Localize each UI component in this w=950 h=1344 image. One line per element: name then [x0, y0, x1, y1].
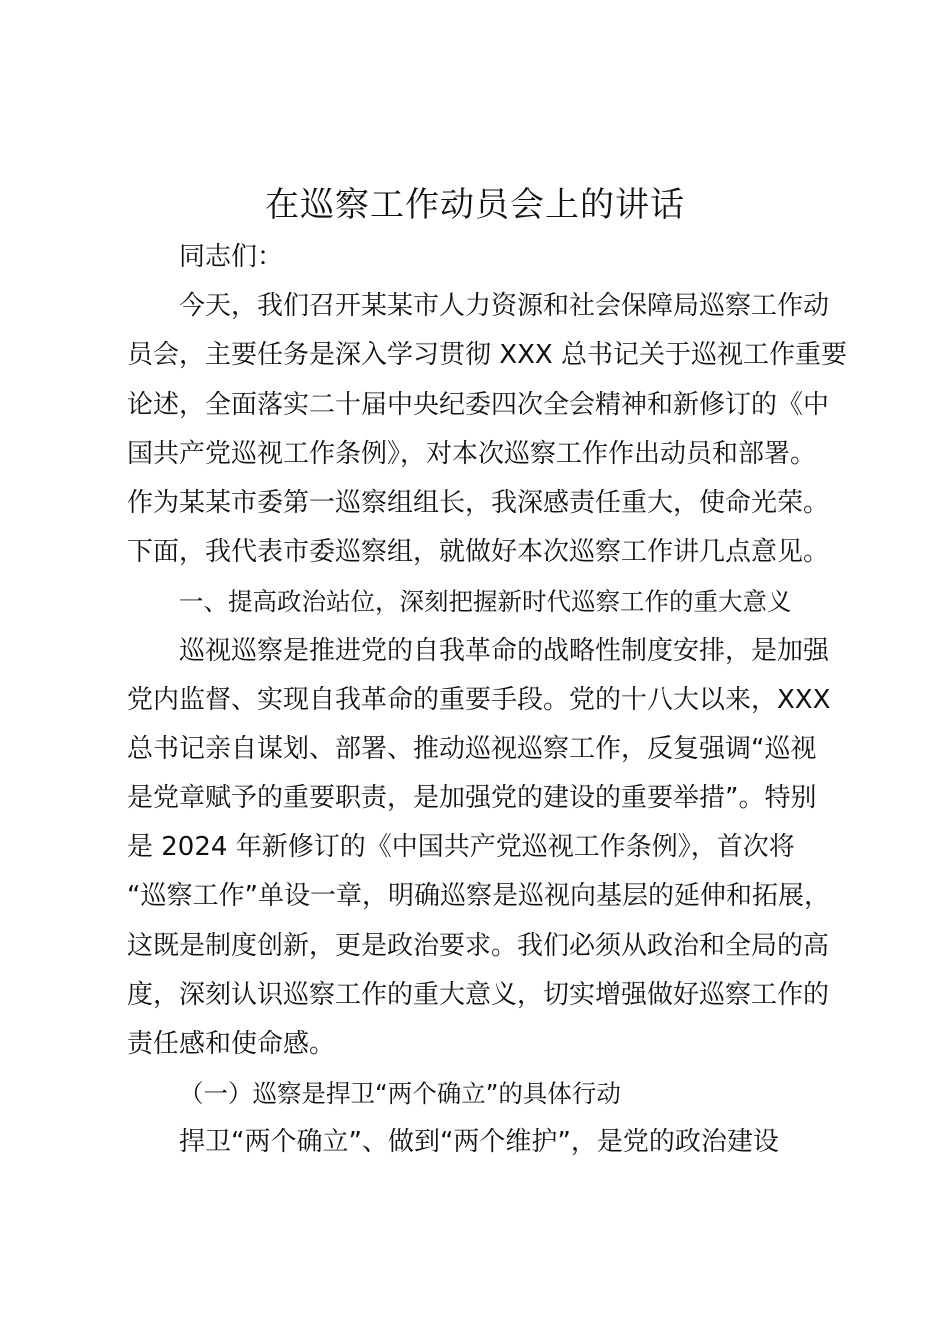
- paragraph-line: 今天，我们召开某某市人力资源和社会保障局巡察工作动: [179, 291, 830, 322]
- document-body: [127, 233, 847, 1168]
- paragraph-line: 党内监督、实现自我革命的重要手段。党的十八大以来，XXX: [127, 684, 831, 715]
- paragraph-line: 员会，主要任务是深入学习贯彻 XXX 总书记关于巡视工作重要: [127, 340, 847, 371]
- paragraph-line: 作为某某市委第一巡察组组长，我深感责任重大，使命光荣。: [127, 487, 830, 518]
- paragraph-line: 度，深刻认识巡察工作的重大意义，切实增强做好巡察工作的: [127, 979, 830, 1010]
- paragraph-line: 总书记亲自谋划、部署、推动巡视巡察工作，反复强调“巡视: [127, 733, 817, 764]
- paragraph-line: 责任感和使命感。: [127, 1029, 336, 1059]
- paragraph-line: 巡视巡察是推进党的自我革命的战略性制度安排，是加强: [179, 635, 830, 666]
- salutation-line: 同志们：: [179, 242, 284, 272]
- paragraph-line: 下面，我代表市委巡察组，就做好本次巡察工作讲几点意见。: [127, 537, 830, 568]
- paragraph-line: 是党章赋予的重要职责，是加强党的建设的重要举措”。特别: [127, 783, 817, 814]
- paragraph-line: 捍卫“两个确立”、做到“两个维护”，是党的政治建设: [179, 1127, 779, 1158]
- paragraph-line: 是 2024 年新修订的《中国共产党巡视工作条例》，首次将: [127, 832, 795, 863]
- paragraph-line: 这既是制度创新，更是政治要求。我们必须从政治和全局的高: [127, 930, 830, 961]
- subsection-heading: （一）巡察是捍卫“两个确立”的具体行动: [179, 1079, 621, 1109]
- paragraph-line: 论述，全面落实二十届中央纪委四次全会精神和新修订的《中: [127, 389, 830, 420]
- paragraph-line: “巡察工作”单设一章，明确巡察是巡视向基层的延伸和拓展，: [127, 881, 830, 912]
- document-title: 在巡察工作动员会上的讲话: [265, 185, 685, 225]
- section-heading: 一、提高政治站位，深刻把握新时代巡察工作的重大意义: [179, 587, 792, 617]
- paragraph-line: 国共产党巡视工作条例》，对本次巡察工作作出动员和部署。: [127, 438, 817, 469]
